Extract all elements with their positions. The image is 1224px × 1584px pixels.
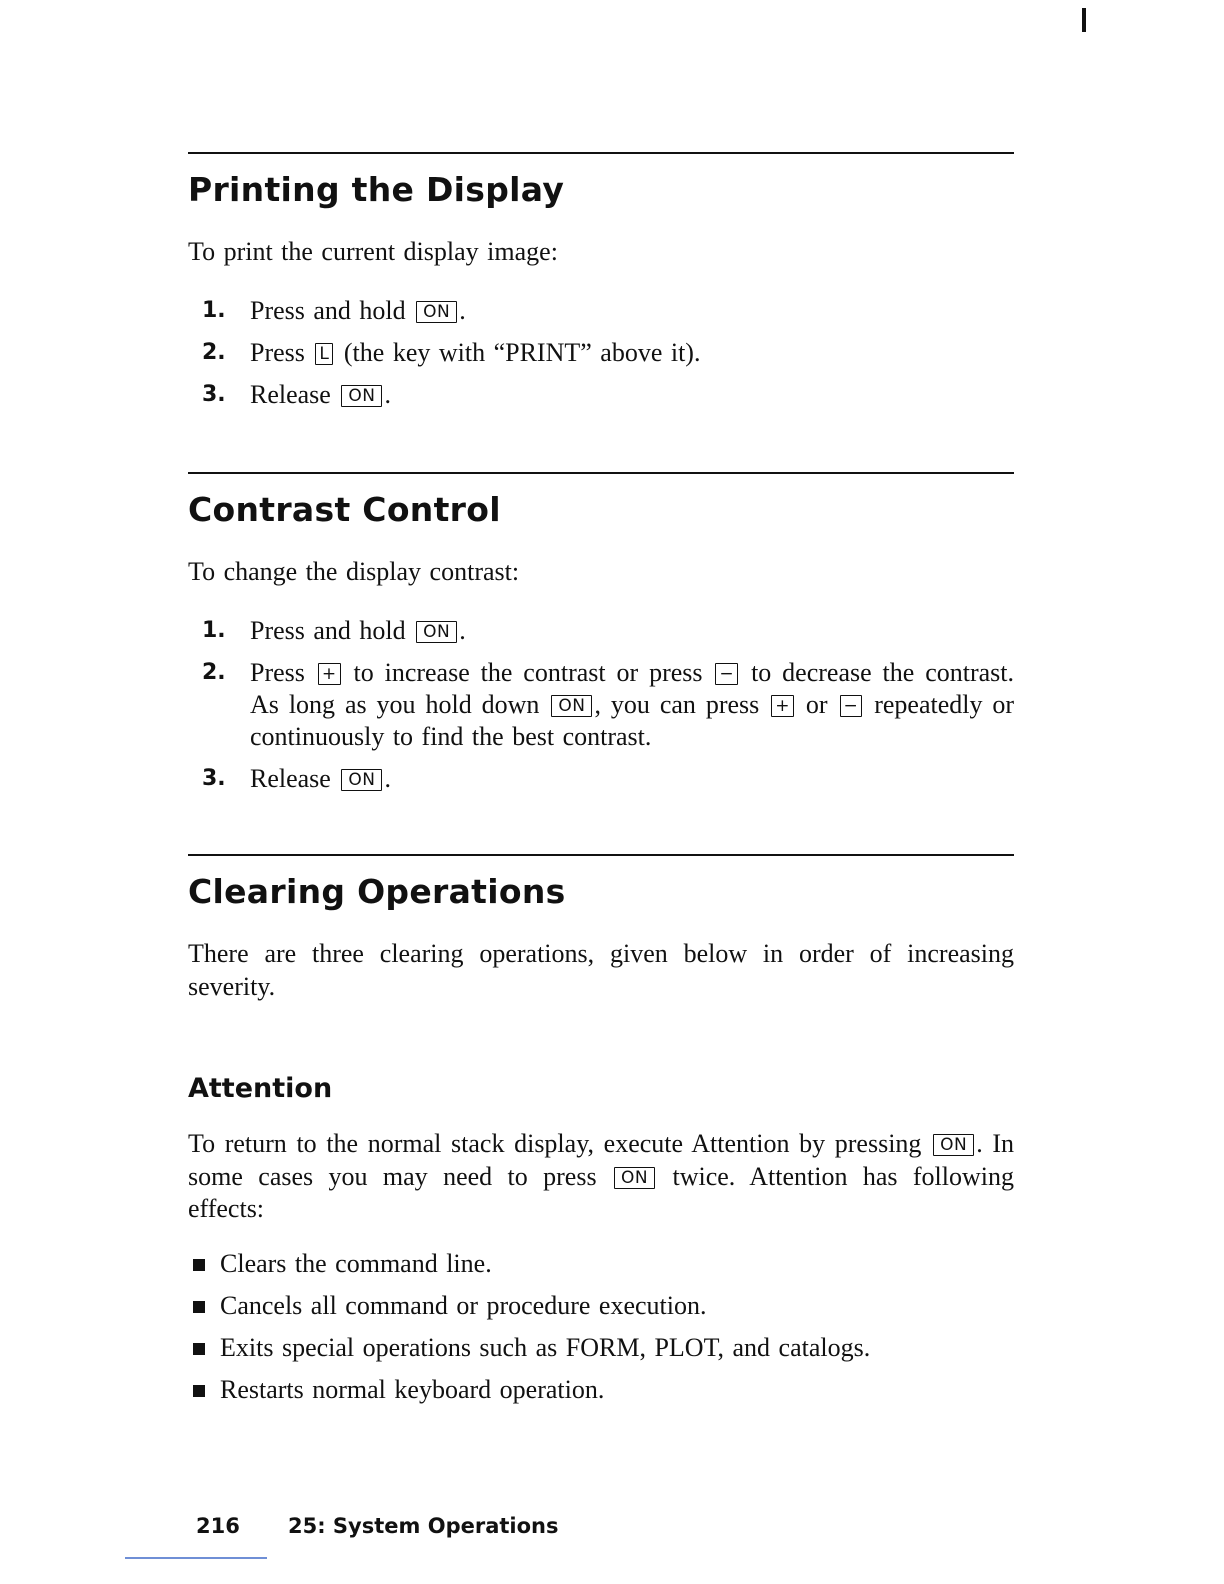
step-text: . bbox=[459, 615, 466, 645]
on-key: ON bbox=[551, 695, 592, 717]
bottom-scan-line bbox=[125, 1557, 267, 1559]
step-text: Press and hold bbox=[250, 295, 406, 325]
on-key: ON bbox=[341, 385, 382, 407]
section-intro: To change the display contrast: bbox=[188, 557, 520, 586]
step-item bbox=[188, 763, 1014, 795]
step-text: Press bbox=[250, 337, 305, 367]
step-number: 3. bbox=[202, 765, 226, 791]
on-key: ON bbox=[933, 1134, 974, 1156]
plus-key: + bbox=[318, 663, 341, 685]
bullet-square-icon bbox=[193, 1385, 205, 1397]
list-item bbox=[188, 1248, 1014, 1280]
bullet-square-icon bbox=[193, 1259, 205, 1271]
page-number: 216 bbox=[196, 1514, 240, 1538]
section-heading: Printing the Display bbox=[188, 170, 565, 209]
list-item-text: Clears the command line. bbox=[220, 1248, 492, 1278]
step-list bbox=[188, 615, 1014, 795]
step-number: 2. bbox=[202, 659, 226, 685]
step-text: , you can press bbox=[594, 689, 760, 719]
step-text: Release bbox=[250, 763, 331, 793]
step-list bbox=[188, 295, 1014, 411]
step-number: 3. bbox=[202, 381, 226, 407]
on-key: ON bbox=[341, 769, 382, 791]
paragraph-text: . In some cases you may need to press bbox=[188, 1129, 1014, 1191]
step-item bbox=[188, 337, 1014, 369]
page-edge-mark bbox=[1082, 8, 1086, 32]
step-text: to decrease the contrast. As long as you hold down bbox=[250, 657, 1015, 719]
step-text: Press and hold bbox=[250, 615, 406, 645]
paragraph-text: twice. Attention has following effects: bbox=[188, 1161, 1014, 1223]
chapter-title: 25: System Operations bbox=[288, 1514, 559, 1538]
paragraph-text: To return to the normal stack display, execute Attention by pressing bbox=[188, 1129, 922, 1158]
step-text: or bbox=[805, 689, 828, 719]
bullet-square-icon bbox=[193, 1343, 205, 1355]
section-heading: Clearing Operations bbox=[188, 872, 566, 911]
list-item-text: Cancels all command or procedure execution. bbox=[220, 1290, 707, 1320]
effects-list bbox=[188, 1248, 1014, 1406]
step-text: Release bbox=[250, 379, 331, 409]
step-text: . bbox=[459, 295, 466, 325]
section-rule bbox=[188, 854, 1014, 856]
minus-key: − bbox=[840, 695, 863, 717]
on-key: ON bbox=[614, 1167, 655, 1189]
section-printing-the-display bbox=[188, 152, 1014, 421]
step-item bbox=[188, 379, 1014, 411]
step-number: 2. bbox=[202, 339, 226, 365]
section-intro: To print the current display image: bbox=[188, 237, 558, 266]
section-rule bbox=[188, 152, 1014, 154]
section-heading: Contrast Control bbox=[188, 490, 501, 529]
step-text: to increase the contrast or press bbox=[353, 657, 703, 687]
section-intro: There are three clearing operations, given below in order of increasing severity. bbox=[188, 939, 1014, 1001]
step-text: Press bbox=[250, 657, 305, 687]
step-text: . bbox=[384, 763, 391, 793]
step-item bbox=[188, 657, 1014, 753]
l-key: L bbox=[315, 343, 333, 365]
bullet-square-icon bbox=[193, 1301, 205, 1313]
section-clearing-operations bbox=[188, 854, 1014, 1003]
section-contrast-control bbox=[188, 472, 1014, 805]
minus-key: − bbox=[715, 663, 738, 685]
subsection-heading: Attention bbox=[188, 1073, 333, 1104]
on-key: ON bbox=[416, 621, 457, 643]
list-item bbox=[188, 1290, 1014, 1322]
attention-paragraph bbox=[188, 1128, 1014, 1226]
on-key: ON bbox=[416, 301, 457, 323]
section-rule bbox=[188, 472, 1014, 474]
step-item bbox=[188, 295, 1014, 327]
step-item bbox=[188, 615, 1014, 647]
page-footer bbox=[196, 1514, 559, 1538]
step-text: (the key with “PRINT” above it). bbox=[343, 337, 701, 367]
plus-key: + bbox=[771, 695, 794, 717]
step-number: 1. bbox=[202, 297, 226, 323]
list-item bbox=[188, 1374, 1014, 1406]
subsection-attention bbox=[188, 1072, 1014, 1416]
step-number: 1. bbox=[202, 617, 226, 643]
step-text: . bbox=[384, 379, 391, 409]
list-item-text: Restarts normal keyboard operation. bbox=[220, 1374, 605, 1404]
step-text: repeatedly or continuously to find the best contrast. bbox=[250, 689, 1015, 751]
list-item-text: Exits special operations such as FORM, PLOT, and catalogs. bbox=[220, 1332, 871, 1362]
list-item bbox=[188, 1332, 1014, 1364]
